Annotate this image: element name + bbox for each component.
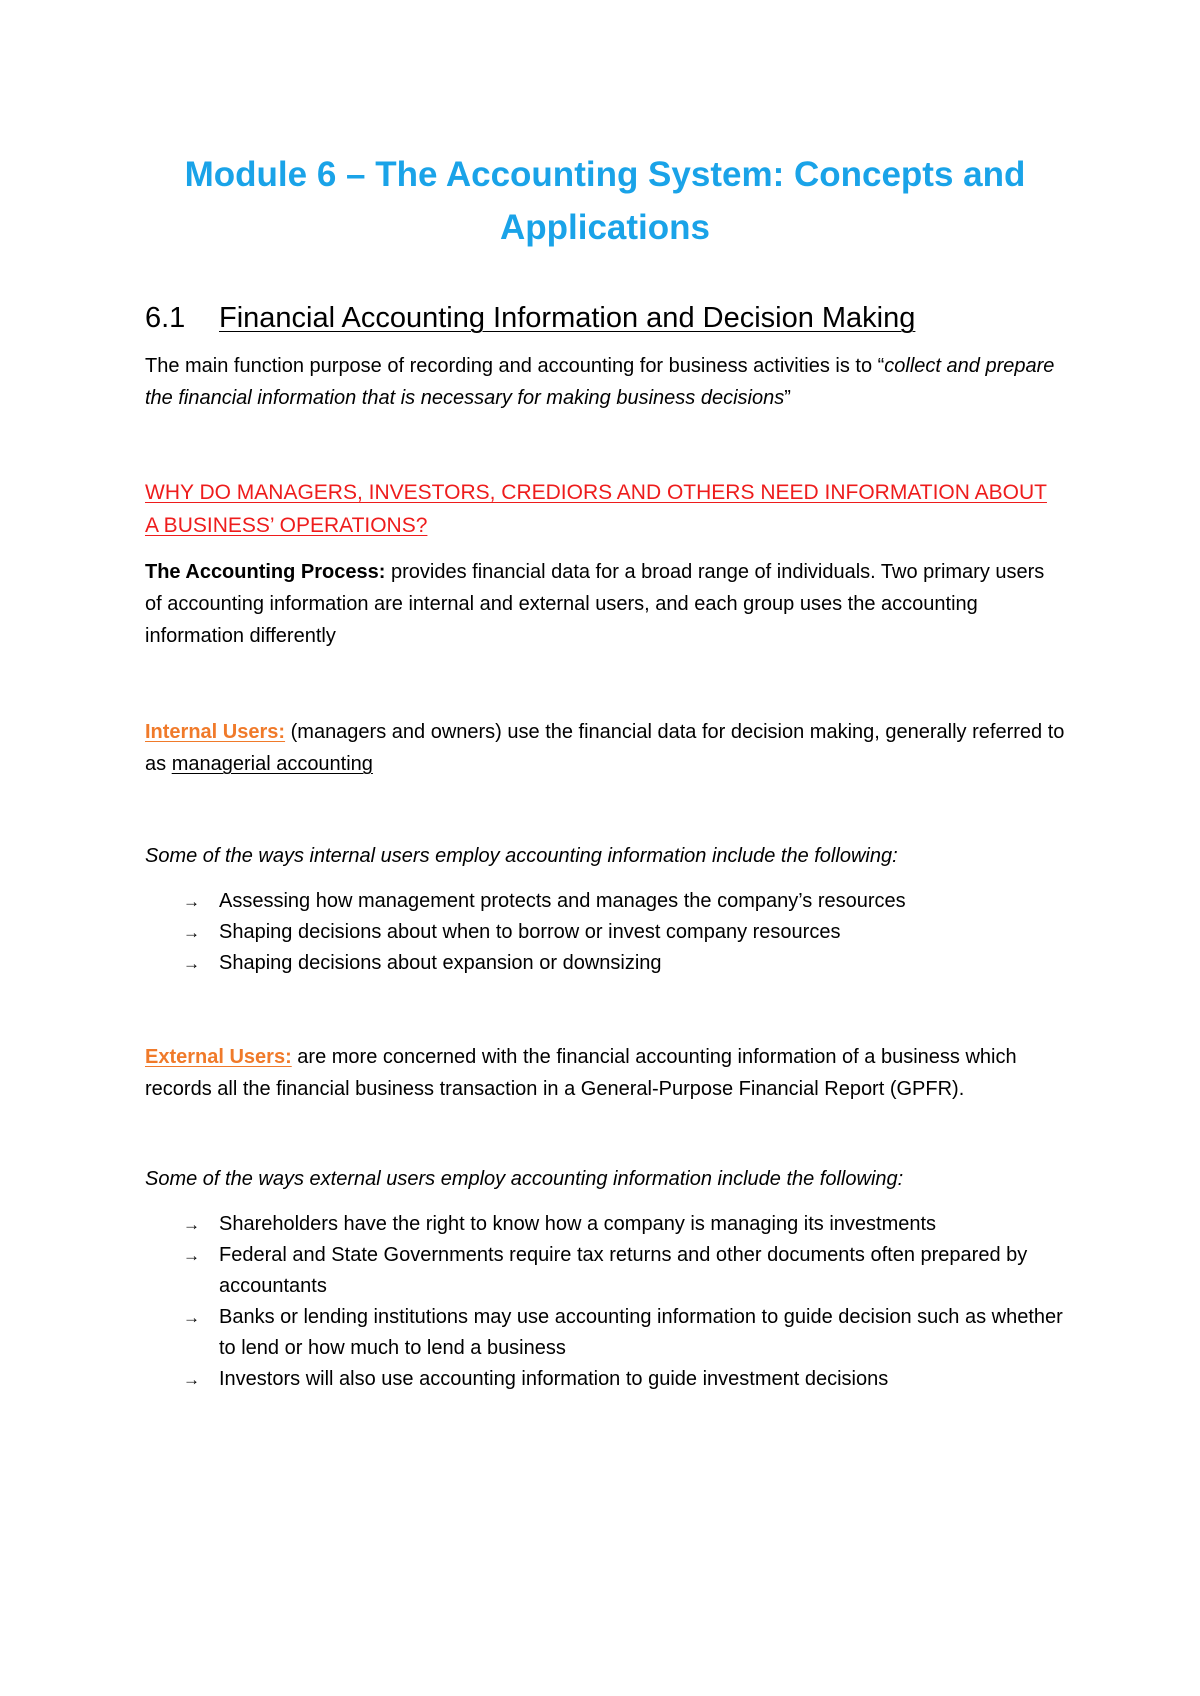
- intro-quote: collect and prepare the financial information that is necessary for making business decisions: [145, 355, 1055, 409]
- arrow-icon: →: [183, 954, 200, 973]
- arrow-icon: →: [183, 1370, 200, 1389]
- internal-ways-intro: Some of the ways internal users employ accounting information include the following:: [145, 845, 898, 867]
- section-heading: [145, 298, 1065, 338]
- arrow-icon: →: [183, 1246, 200, 1265]
- list-item: → Investors will also use accounting information to guide investment decisions: [183, 1364, 1065, 1395]
- accounting-process-paragraph: [145, 556, 1065, 652]
- external-ways-intro: Some of the ways external users employ accounting information include the following:: [145, 1168, 904, 1190]
- arrow-icon: →: [183, 923, 200, 942]
- external-users-label: External Users:: [145, 1046, 292, 1068]
- intro-text: The main function purpose of recording and accounting for business activities is to “: [145, 355, 885, 377]
- list-item: → Shareholders have the right to know how a company is managing its investments: [183, 1209, 1065, 1240]
- external-ways-list: [145, 1209, 1065, 1395]
- accounting-process-label: The Accounting Process:: [145, 561, 386, 583]
- question-heading: WHY DO MANAGERS, INVESTORS, CREDIORS AND OTHERS NEED INFORMATION ABOUT A BUSINESS’ OPERATIONS?: [145, 481, 1047, 537]
- internal-users-label: Internal Users:: [145, 721, 286, 743]
- internal-ways-list: [145, 886, 1065, 979]
- internal-users-text: (managers and owners) use the financial data for decision making, generally referred to as: [145, 721, 1065, 775]
- intro-paragraph: [145, 350, 1065, 414]
- list-item: → Assessing how management protects and manages the company’s resources: [183, 886, 1065, 917]
- managerial-accounting-term: managerial accounting: [171, 753, 373, 775]
- list-item: → Federal and State Governments require tax returns and other documents often prepared by accountants: [183, 1240, 1065, 1302]
- accounting-process-text: provides financial data for a broad range of individuals. Two primary users of accounting information are internal and external users, and each group uses the accounting information differently: [145, 561, 1045, 647]
- arrow-icon: →: [183, 1215, 200, 1234]
- intro-close-quote: ”: [784, 387, 791, 409]
- list-item: → Shaping decisions about expansion or downsizing: [183, 948, 1065, 979]
- arrow-icon: →: [183, 1308, 200, 1327]
- section-number: 6.1: [145, 302, 186, 334]
- internal-users-paragraph: [145, 716, 1065, 780]
- section-title: Financial Accounting Information and Decision Making: [219, 302, 916, 334]
- list-item: → Banks or lending institutions may use accounting information to guide decision such as whether to lend or how much to lend a business: [183, 1302, 1065, 1364]
- document-page: [145, 148, 1065, 1395]
- arrow-icon: →: [183, 892, 200, 911]
- external-users-text: are more concerned with the financial accounting information of a business which records all the financial business transaction in a General-Purpose Financial Report (GPFR).: [145, 1046, 1017, 1100]
- page-title: Module 6 – The Accounting System: Concepts and Applications: [184, 155, 1026, 247]
- list-item: → Shaping decisions about when to borrow or invest company resources: [183, 917, 1065, 948]
- external-users-paragraph: [145, 1041, 1065, 1105]
